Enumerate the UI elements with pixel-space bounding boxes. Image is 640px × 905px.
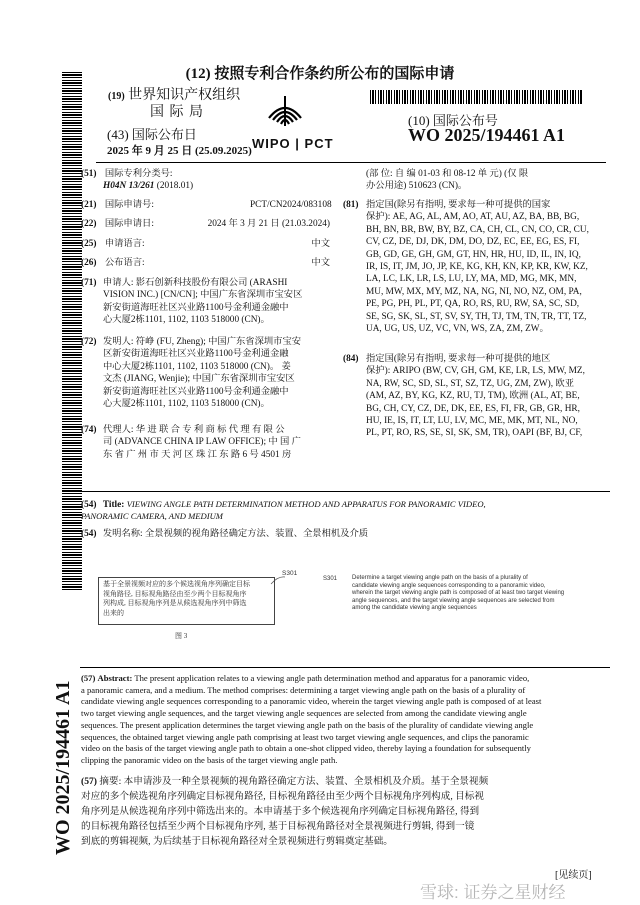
field-26-label: 公布语言: bbox=[104, 258, 145, 268]
abstract-cn bbox=[81, 774, 609, 849]
field-84-regional-states bbox=[366, 353, 611, 440]
title-en-line2: PANORAMIC CAMERA, AND MEDIUM bbox=[81, 511, 223, 521]
figure-en-line: candidate viewing angle sequences corresponding to a panoramic video, bbox=[352, 582, 546, 589]
field-71-applicant bbox=[103, 277, 335, 327]
field-72-line: 心大厦2栋1101, 1102, 1103 518000 (CN)。 bbox=[103, 399, 270, 410]
field-81-line: CV, CZ, DE, DJ, DK, DM, DO, DZ, EC, EE, EG, ES, FI, bbox=[366, 237, 580, 248]
field-81-line: 指定国(除另有指明, 要求每一种可提供的国家 bbox=[366, 200, 551, 210]
figure-box-line: 出来的 bbox=[103, 608, 124, 617]
field-74-agent bbox=[103, 424, 335, 461]
cont-line: 办公用途) 510623 (CN)。 bbox=[366, 181, 468, 192]
figure-en-line: angle sequences, and the target viewing angle sequences are selected from bbox=[352, 597, 555, 604]
watermark: 雪球: 证券之星财经 bbox=[420, 883, 566, 902]
field-81-line: IR, IS, IT, JM, JO, JP, KE, KG, KH, KN, KP, KR, KW, KZ, bbox=[366, 262, 588, 273]
figure-step-box bbox=[98, 577, 275, 625]
field-25-label: 申请语言: bbox=[104, 239, 145, 249]
field-72-code: (72) bbox=[81, 337, 97, 347]
side-barcode bbox=[62, 70, 82, 590]
field-72-line: 中心大厦2栋1101, 1102, 1103 518000 (CN)。 姜 bbox=[103, 361, 291, 372]
figure-en-line: wherein the target viewing angle path is composed of at least two target viewing bbox=[352, 590, 565, 596]
field-21 bbox=[81, 199, 154, 211]
field-51-value: H04N 13/261 bbox=[103, 181, 155, 191]
figure-caption: 图 3 bbox=[175, 632, 188, 640]
abstract-en-line: candidate viewing angle sequences corresponding to a panoramic video, wherein the target viewing angle path is composed of at least bbox=[81, 696, 542, 707]
abstract-en-code: (57) bbox=[81, 673, 96, 683]
figure-en-step: S301 bbox=[323, 576, 338, 582]
abstract-cn-code: (57) bbox=[81, 776, 97, 787]
title-code: (54) bbox=[81, 500, 97, 510]
abstract-en-first-line bbox=[81, 673, 609, 685]
abstract-cn-line: 角序列是从候选视角序列中筛选出来的。本申请基于多个候选视角序列确定目标视角路径, 得到 bbox=[81, 806, 480, 817]
abstract-cn-line: 摘要: 本申请涉及一种全景视频的视角路径确定方法、装置、全景相机及介质。基于全景视频 bbox=[99, 776, 489, 787]
figure-en-text bbox=[352, 575, 602, 613]
field-81-line: PE, PG, PH, PL, PT, QA, RO, RS, RU, RW, SA, SC, SD, bbox=[366, 299, 580, 310]
abstract-en-line: clipping the panoramic video on the basis of the target viewing angle path. bbox=[81, 754, 338, 765]
field-74-line: 东 省 广 州 市 天 河 区 珠 江 东 路 6 号 4501 房 bbox=[103, 449, 292, 460]
title-divider bbox=[80, 491, 610, 492]
abstract-cn-line: 的目标视角路径包括至少两个目标视角序列, 基于目标视角路径对全景视频进行剪辑, 得到一镜 bbox=[81, 821, 475, 832]
header-divider bbox=[96, 162, 606, 163]
abstract-en-line: sequences, the obtained target viewing angle path comprising at least two target viewing angle sequences, and clips the panoramic bbox=[81, 731, 529, 742]
field-51-year: (2018.01) bbox=[156, 181, 194, 191]
field-51-code: (51) bbox=[81, 169, 97, 179]
field-21-code: (21) bbox=[81, 200, 97, 210]
field-81-line: SE, SG, SK, SL, ST, SV, SY, TH, TJ, TM, TN, TR, TT, TZ, bbox=[366, 311, 587, 322]
field-21-label: 国际申请号: bbox=[104, 200, 154, 210]
field-22-value: 2024 年 3 月 21 日 (21.03.2024) bbox=[207, 219, 330, 229]
field-84-line: NA, RW, SC, SD, SL, ST, SZ, TZ, UG, ZM, ZW), 欧亚 bbox=[366, 378, 574, 389]
field-81-line: LA, LC, LK, LR, LS, LU, LY, MA, MD, MG, MK, MN, bbox=[366, 274, 577, 285]
field-72-line: 发明人: 符峥 (FU, Zheng); 中国广东省深圳市宝安 bbox=[103, 337, 302, 347]
field-84-line: 指定国(除另有指明, 要求每一种可提供的地区 bbox=[366, 354, 551, 364]
field-21-value: PCT/CN2024/083108 bbox=[250, 200, 332, 210]
wipo-globe-icon bbox=[265, 92, 305, 128]
figure-box-line: 基于全景视频对应的多个候选视角序列确定目标 bbox=[103, 580, 250, 588]
pub-date: 2025 年 9 月 25 日 (25.09.2025) bbox=[107, 145, 252, 157]
field-26 bbox=[81, 257, 145, 269]
title-cn-code: (54) bbox=[81, 529, 97, 539]
top-barcode bbox=[370, 90, 582, 104]
abstract-divider bbox=[80, 667, 610, 668]
abstract-en-line: a panoramic camera, and a medium. The method comprises: determining a target viewing angle path on the basis of a plurality of bbox=[81, 684, 526, 695]
abstract-en-line: The present application relates to a viewing angle path determination method and apparatus for a panoramic video, bbox=[134, 673, 530, 683]
field-84-line: (AM, AZ, BY, KG, KZ, RU, TJ, TM), 欧洲 (AL, AT, BE, bbox=[366, 391, 580, 402]
figure-en-line: Determine a target viewing angle path on the basis of a plurality of bbox=[352, 575, 528, 581]
field-74-line: 司 (ADVANCE CHINA IP LAW OFFICE); 中 国 广 bbox=[103, 437, 301, 448]
field-81-line: MU, MW, MX, MY, MZ, NA, NG, NI, NO, NZ, OM, PA, bbox=[366, 286, 582, 297]
field-81-designated-states bbox=[366, 199, 611, 335]
field-25 bbox=[81, 238, 145, 250]
abstract-cn-first-line bbox=[81, 774, 609, 789]
field-81-line: UA, UG, US, UZ, VC, VN, WS, ZA, ZM, ZW。 bbox=[366, 324, 549, 335]
abstract-cn-line: 对应的多个候选视角序列确定目标视角路径, 目标视角路径由至少两个目标视角序列构成, 目标视 bbox=[81, 791, 484, 802]
field-25-code: (25) bbox=[81, 239, 97, 249]
field-74-line: 代理人: 华 进 联 合 专 利 商 标 代 理 有 限 公 bbox=[103, 425, 285, 435]
field-72-line: 文杰 (JIANG, Wenjie); 中国广东省深圳市宝安区 bbox=[103, 374, 295, 385]
org-code: (19) bbox=[108, 91, 125, 102]
field-81-code: (81) bbox=[343, 200, 359, 210]
field-84-code: (84) bbox=[343, 354, 359, 364]
abstract-en-line: video on the basis of the target viewing angle path to obtain a one-shot clipped video, thereby laying a foundation for subsequently bbox=[81, 743, 531, 754]
title-label: Title: bbox=[102, 500, 125, 510]
field-71-line: 申请人: 影石创新科技股份有限公司 (ARASHI bbox=[103, 278, 288, 288]
figure-step-label: S301 bbox=[282, 570, 298, 577]
field-71-code: (71) bbox=[81, 278, 97, 288]
field-74-code: (74) bbox=[81, 425, 97, 435]
field-72-line: 区新安街道海旺社区兴业路1100号金利通金融 bbox=[103, 349, 289, 360]
field-84-line: HU, IE, IS, IT, LT, LU, LV, MC, ME, MK, MT, NL, NO, bbox=[366, 416, 578, 427]
field-22-code: (22) bbox=[81, 219, 97, 229]
field-26-value: 中文 bbox=[311, 258, 330, 268]
field-72-line: 新安街道海旺社区兴业路1100号金利通金融中 bbox=[103, 386, 289, 397]
field-72-inventors bbox=[103, 336, 335, 410]
org-subname: 国 际 局 bbox=[150, 105, 204, 120]
abstract-en-line: two target viewing angle sequences, and the target viewing angle sequences are selected from among the candidate viewing angle bbox=[81, 708, 527, 719]
field-25-value: 中文 bbox=[311, 239, 330, 249]
document-type: (12) 按照专利合作条约所公布的国际申请 bbox=[185, 66, 455, 82]
abstract-en-line: sequences. The present application determines the target viewing angle path on the basis of the plurality of candidate viewing angle bbox=[81, 719, 534, 730]
side-publication-number: WO 2025/194461 A1 bbox=[52, 680, 74, 855]
title-en-line1: VIEWING ANGLE PATH DETERMINATION METHOD AND APPARATUS FOR PANORAMIC VIDEO, bbox=[126, 499, 486, 509]
field-81-line: BH, BN, BR, BW, BY, BZ, CA, CH, CL, CN, CO, CR, CU, bbox=[366, 224, 589, 235]
field-71-line: 新安街道海旺社区兴业路1100号金利通金融中 bbox=[103, 302, 289, 313]
agent-address-cont bbox=[366, 168, 606, 193]
org-name: 世界知识产权组织 bbox=[128, 88, 241, 103]
figure-box-line: 列构成, 目标视角序列是从候选视角序列中筛选 bbox=[103, 599, 247, 607]
field-26-code: (26) bbox=[81, 258, 97, 268]
pub-date-label: (43) 国际公布日 bbox=[107, 127, 197, 142]
abstract-en-label: Abstract: bbox=[97, 673, 133, 683]
figure-en-line: among the candidate viewing angle sequences bbox=[352, 605, 477, 611]
abstract-cn-line: 到底的剪辑视频, 为后续基于目标视角路径对全景视频进行剪辑奠定基础。 bbox=[81, 836, 393, 847]
pub-no: WO 2025/194461 A1 bbox=[408, 125, 566, 145]
field-71-line: 心大厦2栋1101, 1102, 1103 518000 (CN)。 bbox=[103, 315, 270, 326]
abstract-en bbox=[81, 673, 609, 767]
figure-box-line: 视角路径, 目标视角路径由至少两个目标视角序 bbox=[103, 589, 247, 598]
field-51 bbox=[81, 168, 173, 180]
field-71-line: VISION INC.) [CN/CN]; 中国广东省深圳市宝安区 bbox=[103, 290, 303, 301]
pub-no-label: (10) 国际公布号 bbox=[408, 113, 498, 128]
wipo-logo-text: WIPO | PCT bbox=[252, 136, 334, 151]
field-81-line: GB, GD, GE, GH, GM, GT, HN, HR, HU, ID, IL, IN, IQ, bbox=[366, 249, 581, 260]
field-84-line: PL, PT, RO, RS, SE, SI, SK, SM, TR), OAPI (BF, BJ, CF, bbox=[366, 428, 583, 439]
field-84-line: 保护): ARIPO (BW, CV, GH, GM, KE, LR, LS, MW, MZ, bbox=[366, 366, 585, 377]
field-81-line: 保护): AE, AG, AL, AM, AO, AT, AU, AZ, BA, BB, BG, bbox=[366, 212, 580, 223]
field-51-label: 国际专利分类号: bbox=[104, 169, 173, 179]
title-cn: 发明名称: 全景视频的视角路径确定方法、装置、全景相机及介质 bbox=[102, 529, 369, 539]
field-22 bbox=[81, 218, 154, 230]
title-cn-row bbox=[81, 528, 368, 540]
field-84-line: BG, CH, CY, CZ, DE, DK, EE, ES, FI, FR, GB, GR, HR, bbox=[366, 403, 580, 414]
cont-line: (部 位: 自 编 01-03 和 08-12 单 元) (仅 限 bbox=[366, 169, 529, 179]
field-51-value-row bbox=[103, 180, 193, 192]
field-22-label: 国际申请日: bbox=[104, 219, 154, 229]
continued-marker: [见续页] bbox=[555, 870, 592, 881]
